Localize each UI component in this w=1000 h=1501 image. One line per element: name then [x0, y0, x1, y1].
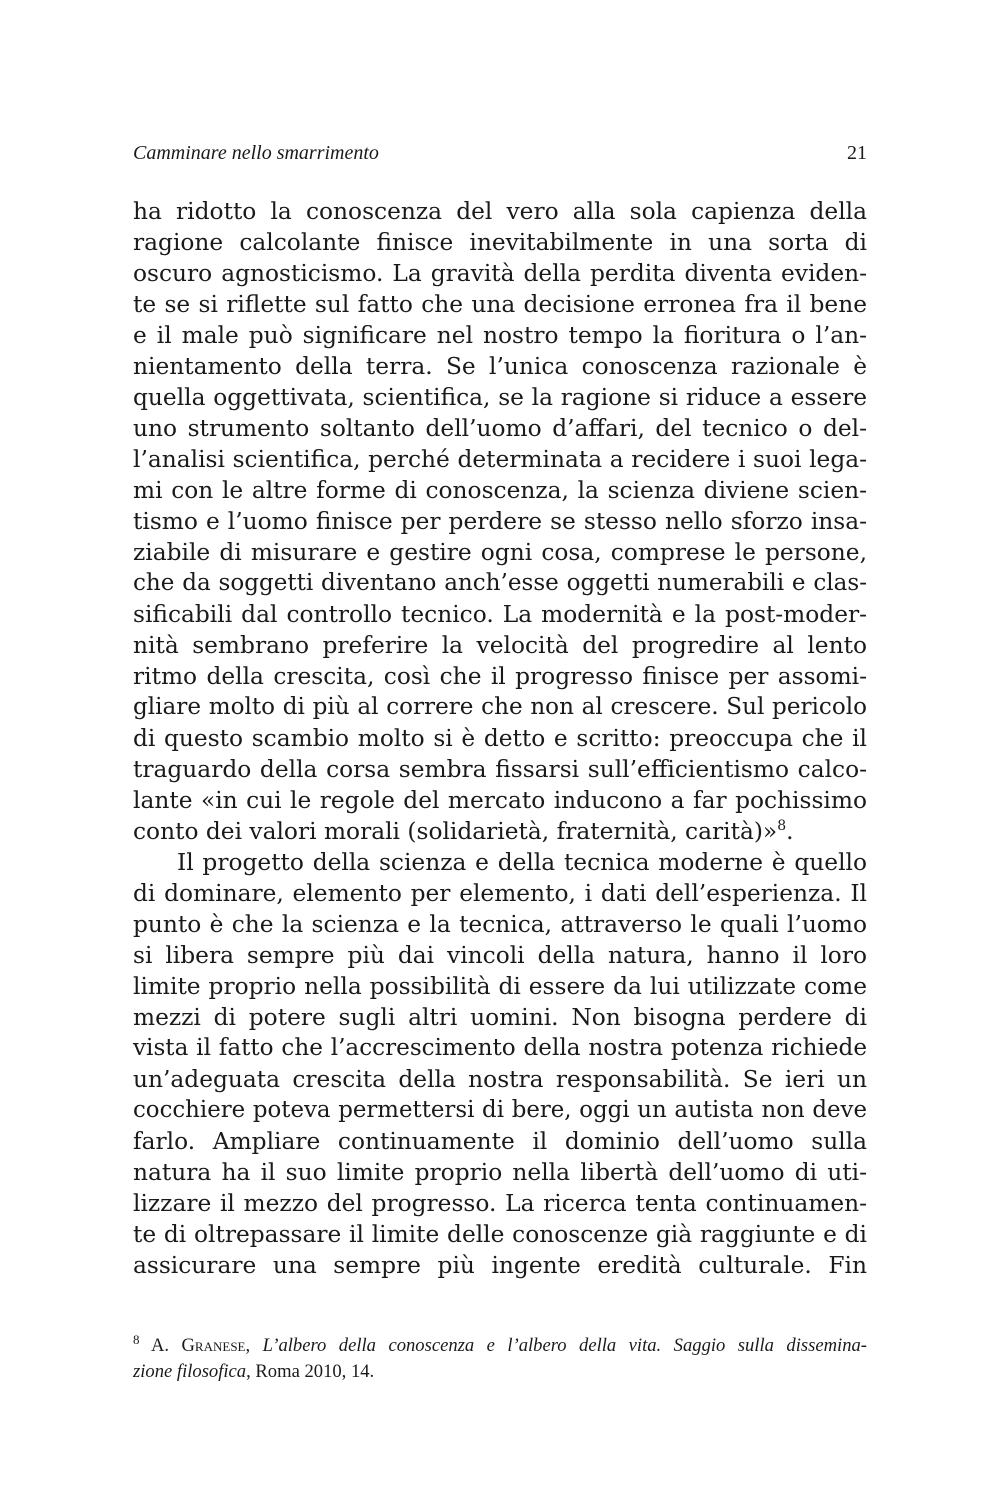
footnote-reference[interactable]: 8: [777, 818, 787, 834]
text-line: vista il fatto che l’accrescimento della nostra potenza richiede: [133, 1035, 867, 1061]
text-line: traguardo della corsa sembra fissarsi sull’efficientismo calco-: [133, 756, 867, 783]
text-line: ziabile di misurare e gestire ogni cosa, comprese le persone,: [133, 539, 867, 566]
footnote-marker: 8: [133, 1332, 140, 1347]
text-line: di dominare, elemento per elemento, i dati dell’esperienza. Il: [133, 880, 867, 907]
footnote-publication: , Roma 2010, 14.: [246, 1361, 375, 1382]
text-line: punto è che la scienza e la tecnica, attraverso le quali l’uomo: [133, 911, 867, 938]
text-line: cocchiere poteva permettersi di bere, oggi un autista non deve: [133, 1097, 867, 1123]
text-line: si libera sempre più dai vincoli della natura, hanno il loro: [133, 942, 867, 969]
text-line: natura ha il suo limite proprio nella libertà dell’uomo di uti-: [133, 1159, 867, 1186]
paragraph-1: [133, 196, 867, 847]
text-line: quella oggettivata, scientifica, se la ragione si riduce a essere: [133, 384, 867, 411]
text-line: un’adeguata crescita della nostra responsabilità. Se ieri un: [133, 1066, 867, 1093]
text-line: mezzi di potere sugli altri uomini. Non bisogna perdere di: [133, 1004, 867, 1031]
text-line: e il male può significare nel nostro tempo la fioritura o l’an-: [133, 322, 867, 349]
text-line: lizzare il mezzo del progresso. La ricerca tenta continuamen-: [133, 1190, 867, 1217]
paragraph-2: [133, 847, 867, 1281]
text-line: l’analisi scientifica, perché determinata a recidere i suoi lega-: [133, 446, 867, 473]
running-head: [133, 142, 867, 170]
text-line: uno strumento soltanto dell’uomo d’affari, del tecnico o del-: [133, 415, 867, 442]
text-line-content: conto dei valori morali (solidarietà, fraternità, carità)»: [133, 818, 778, 845]
footnote-line: [133, 1333, 867, 1359]
text-line: Il progetto della scienza e della tecnica moderne è quello: [177, 849, 867, 876]
text-line: [133, 816, 867, 847]
text-line: assicurare una sempre più ingente eredità culturale. Fin: [133, 1252, 867, 1279]
text-line: che da soggetti diventano anch’esse oggetti numerabili e clas-: [133, 570, 867, 596]
footnote-separator: ,: [245, 1335, 263, 1356]
text-line: nità sembrano preferire la velocità del progredire al lento: [133, 632, 867, 659]
text-line: di questo scambio molto si è detto e scritto: preoccupa che il: [133, 725, 867, 752]
text-line: ragione calcolante finisce inevitabilmente in una sorta di: [133, 229, 867, 256]
text-line: ha ridotto la conoscenza del vero alla sola capienza della: [133, 198, 867, 225]
footnote-author-surname: Granese: [181, 1335, 246, 1356]
text-line: sificabili dal controllo tecnico. La modernità e la post-moder-: [133, 601, 867, 628]
text-line: te se si riflette sul fatto che una decisione erronea fra il bene: [133, 291, 867, 318]
text-line: ritmo della crescita, così che il progresso finisce per assomi-: [133, 663, 867, 690]
text-line: mi con le altre forme di conoscenza, la scienza diviene scien-: [133, 477, 867, 504]
text-line: farlo. Ampliare continuamente il dominio dell’uomo sulla: [133, 1128, 867, 1155]
text-line: oscuro agnosticismo. La gravità della perdita diventa eviden-: [133, 260, 867, 287]
text-line: tismo e l’uomo finisce per perdere se stesso nello sforzo insa-: [133, 508, 867, 535]
footnote-title: L’albero della conoscenza e l’albero della vita. Saggio sulla dissemina-: [262, 1335, 867, 1356]
text-line: te di oltrepassare il limite delle conoscenze già raggiunte e di: [133, 1221, 867, 1248]
footnote-line: [133, 1359, 867, 1385]
footnote-title-continued: zione filosofica: [133, 1361, 247, 1382]
footnote-author-initial: A.: [150, 1335, 182, 1356]
text-line: limite proprio nella possibilità di essere da lui utilizzate come: [133, 973, 867, 1000]
page-number: 21: [847, 142, 867, 164]
footnote: [133, 1333, 867, 1385]
body-text: [133, 196, 867, 1281]
text-line: nientamento della terra. Se l’unica conoscenza razionale è: [133, 353, 867, 380]
text-line: lante «in cui le regole del mercato inducono a far pochissimo: [133, 787, 867, 814]
running-title: Camminare nello smarrimento: [133, 142, 379, 164]
text-line-end: .: [786, 818, 794, 845]
text-line: gliare molto di più al correre che non al crescere. Sul pericolo: [133, 694, 867, 720]
